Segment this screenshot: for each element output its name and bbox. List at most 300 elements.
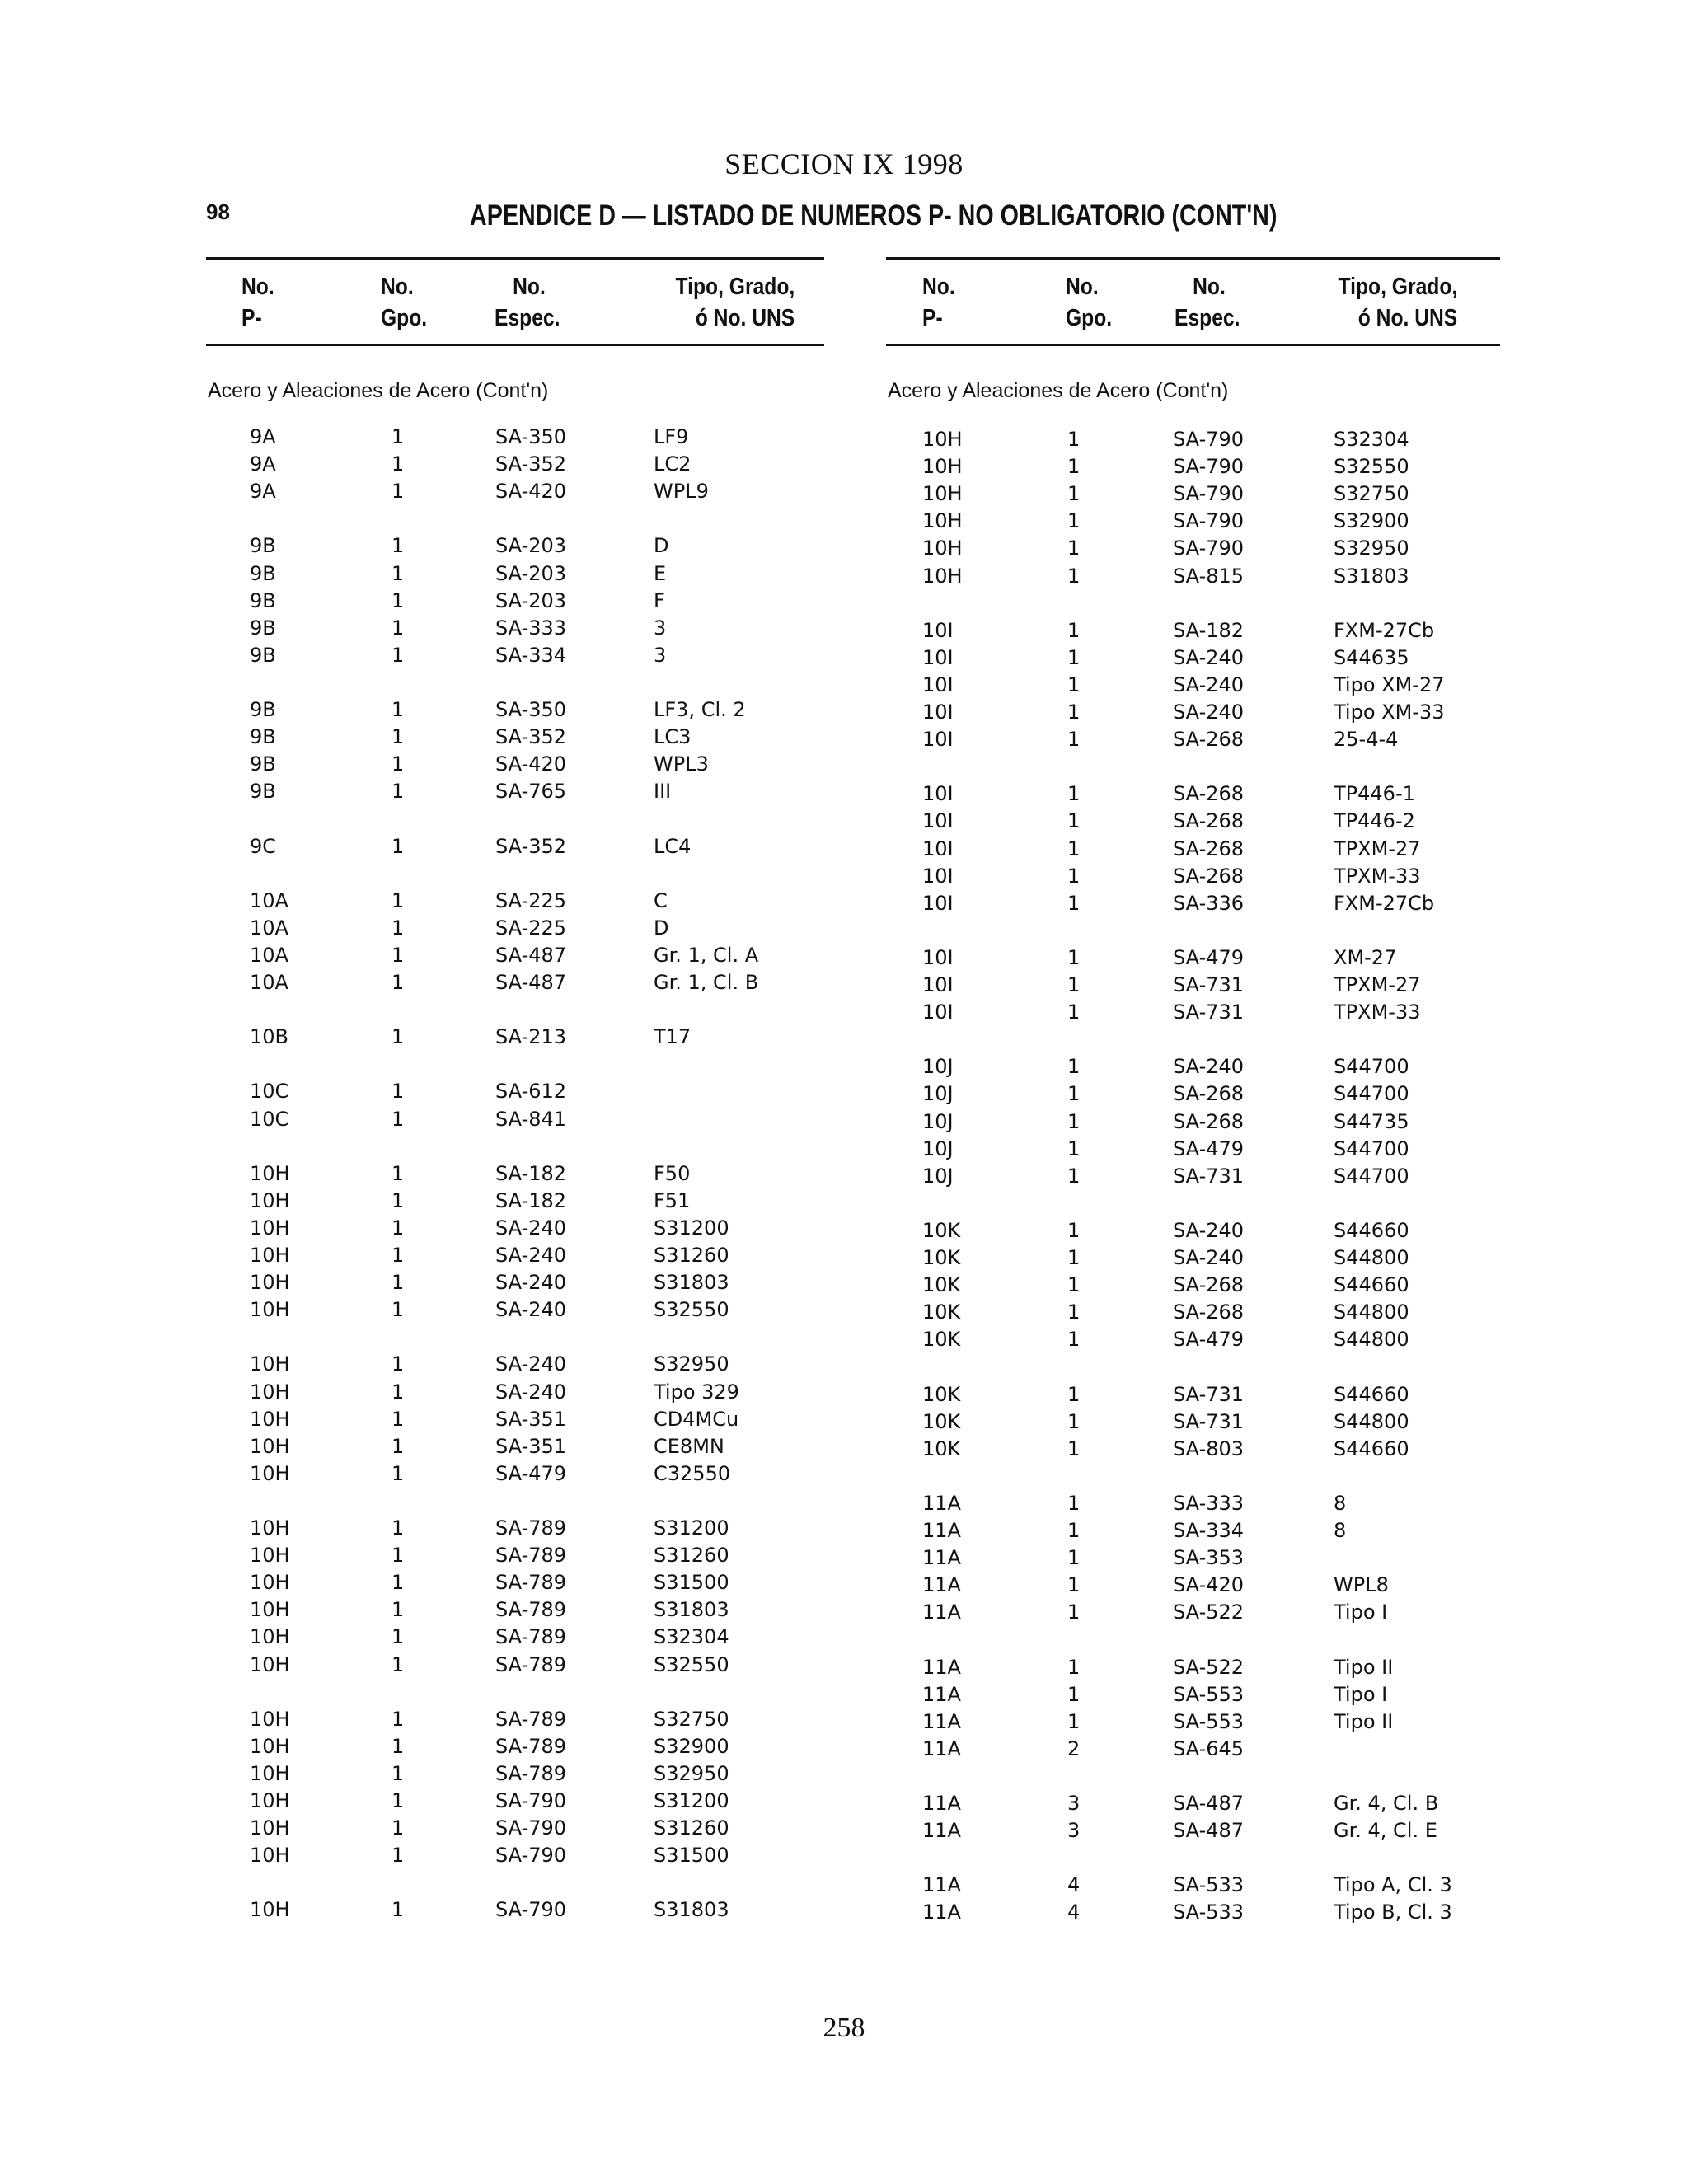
type-grade-cell: E bbox=[654, 561, 667, 585]
group-number-cell: 1 bbox=[1067, 1546, 1081, 1570]
group-number-cell: 1 bbox=[1067, 728, 1081, 752]
table-row bbox=[886, 1299, 1500, 1326]
group-number-cell: 1 bbox=[392, 834, 405, 858]
p-number-cell: 10H bbox=[922, 455, 963, 479]
header-group-number: No. Gpo. bbox=[1066, 274, 1113, 331]
group-number-cell: 1 bbox=[1067, 1218, 1081, 1242]
spec-number-cell: SA-353 bbox=[1173, 1546, 1245, 1570]
type-grade-cell: S32550 bbox=[654, 1298, 729, 1322]
table-row bbox=[206, 642, 824, 669]
group-number-cell: 1 bbox=[392, 1298, 405, 1322]
group-number-cell: 1 bbox=[392, 971, 405, 994]
table-row bbox=[886, 508, 1500, 535]
p-number-cell: 10K bbox=[922, 1382, 961, 1406]
group-number-cell: 1 bbox=[1067, 1709, 1081, 1733]
table-row bbox=[886, 890, 1500, 917]
table-row bbox=[886, 563, 1500, 590]
p-number-cell: 10H bbox=[250, 1761, 290, 1785]
group-number-cell: 1 bbox=[392, 1352, 405, 1376]
group-number-cell: 1 bbox=[392, 1080, 405, 1104]
type-grade-cell: S31260 bbox=[654, 1816, 729, 1840]
p-number-cell: 10K bbox=[922, 1409, 961, 1433]
spec-number-cell: SA-334 bbox=[1173, 1519, 1245, 1542]
type-grade-cell: Tipo II bbox=[1334, 1655, 1394, 1679]
p-number-cell: 9A bbox=[250, 425, 276, 448]
spec-number-cell: SA-350 bbox=[495, 698, 567, 721]
type-grade-cell: S32750 bbox=[1334, 482, 1409, 506]
group-number-cell: 1 bbox=[392, 752, 405, 776]
spec-number-cell: SA-268 bbox=[1173, 864, 1245, 888]
table-header bbox=[206, 257, 824, 346]
type-grade-cell: S44700 bbox=[1334, 1164, 1409, 1188]
group-number-cell: 1 bbox=[1067, 509, 1081, 533]
p-number-cell: 10H bbox=[250, 1188, 290, 1212]
group-number-cell: 1 bbox=[392, 1789, 405, 1812]
type-grade-cell: S31260 bbox=[654, 1244, 729, 1267]
group-number-cell: 1 bbox=[1067, 1137, 1081, 1160]
group-number-cell: 1 bbox=[392, 698, 405, 721]
group-number-cell: 1 bbox=[392, 916, 405, 940]
spec-number-cell: SA-645 bbox=[1173, 1736, 1245, 1760]
table-row bbox=[886, 1136, 1500, 1163]
group-number-cell: 1 bbox=[1067, 1001, 1081, 1024]
type-grade-cell: S31500 bbox=[654, 1844, 729, 1868]
type-grade-cell: S44660 bbox=[1334, 1382, 1409, 1406]
group-number-cell: 1 bbox=[392, 1216, 405, 1240]
header-group-number: No. Gpo. bbox=[381, 274, 428, 331]
spec-number-cell: SA-203 bbox=[495, 534, 567, 558]
p-number-cell: 10H bbox=[250, 1707, 290, 1731]
p-number-cell: 11A bbox=[922, 1601, 961, 1624]
table-row bbox=[206, 1624, 824, 1651]
group-number-cell: 1 bbox=[1067, 455, 1081, 479]
spec-number-cell: SA-352 bbox=[495, 725, 567, 749]
spec-number-cell: SA-479 bbox=[495, 1461, 567, 1485]
group-number-cell: 1 bbox=[392, 1380, 405, 1404]
spec-number-cell: SA-765 bbox=[495, 780, 567, 804]
p-number-cell: 10H bbox=[250, 1544, 290, 1568]
type-grade-cell: LC4 bbox=[654, 834, 692, 858]
spec-number-cell: SA-268 bbox=[1173, 782, 1245, 806]
table-row bbox=[206, 1515, 824, 1542]
spec-number-cell: SA-731 bbox=[1173, 973, 1245, 996]
group-number-cell: 3 bbox=[1067, 1792, 1081, 1815]
spec-number-cell: SA-182 bbox=[1173, 618, 1245, 642]
group-number-cell: 1 bbox=[392, 1516, 405, 1540]
spec-number-cell: SA-240 bbox=[495, 1380, 567, 1404]
spec-number-cell: SA-240 bbox=[495, 1352, 567, 1376]
spec-number-cell: SA-789 bbox=[495, 1516, 567, 1540]
p-number-cell: 10K bbox=[922, 1301, 961, 1324]
spec-number-cell: SA-240 bbox=[1173, 701, 1245, 724]
p-number-cell: 10I bbox=[922, 837, 954, 860]
type-grade-cell: TPXM-27 bbox=[1334, 837, 1421, 860]
table-row bbox=[886, 999, 1500, 1026]
group-number-cell: 1 bbox=[1067, 1436, 1081, 1460]
spec-number-cell: SA-522 bbox=[1173, 1655, 1245, 1679]
spec-number-cell: SA-240 bbox=[1173, 645, 1245, 669]
p-number-cell: 10A bbox=[250, 916, 288, 940]
type-grade-cell: S44700 bbox=[1334, 1137, 1409, 1160]
type-grade-cell: D bbox=[654, 534, 669, 558]
type-grade-cell: S32750 bbox=[654, 1707, 729, 1731]
group-number-cell: 1 bbox=[392, 1707, 405, 1731]
table-row bbox=[206, 1760, 824, 1788]
type-grade-cell: S32950 bbox=[1334, 537, 1409, 560]
group-number-cell: 1 bbox=[392, 943, 405, 967]
spec-number-cell: SA-789 bbox=[495, 1625, 567, 1649]
spec-number-cell: SA-352 bbox=[495, 834, 567, 858]
type-grade-cell: WPL9 bbox=[654, 480, 709, 504]
group-number-cell: 1 bbox=[1067, 1382, 1081, 1406]
type-grade-cell: Tipo 329 bbox=[654, 1380, 739, 1404]
p-number-cell: 10H bbox=[250, 1244, 290, 1267]
table-row bbox=[206, 1296, 824, 1324]
p-number-cell: 10H bbox=[922, 482, 963, 506]
type-grade-cell: LC3 bbox=[654, 725, 692, 749]
p-number-cell: 10H bbox=[250, 1434, 290, 1458]
type-grade-cell: S32550 bbox=[1334, 455, 1409, 479]
spec-number-cell: SA-336 bbox=[1173, 891, 1245, 915]
p-number-cell: 10H bbox=[922, 537, 963, 560]
p-number-cell: 10H bbox=[250, 1789, 290, 1812]
table-row bbox=[206, 424, 824, 451]
p-number-cell: 10C bbox=[250, 1107, 289, 1131]
spec-number-cell: SA-351 bbox=[495, 1434, 567, 1458]
header-p-number: No. P- bbox=[241, 274, 274, 331]
type-grade-cell: S31200 bbox=[654, 1789, 729, 1812]
group-number-cell: 1 bbox=[1067, 428, 1081, 451]
type-grade-cell: S32304 bbox=[1334, 428, 1409, 451]
spec-number-cell: SA-533 bbox=[1173, 1873, 1245, 1897]
table-row bbox=[886, 1217, 1500, 1244]
type-grade-cell: S31803 bbox=[654, 1898, 729, 1922]
table-row bbox=[206, 696, 824, 724]
spec-number-cell: SA-790 bbox=[1173, 482, 1245, 506]
group-number-cell: 1 bbox=[1067, 1328, 1081, 1352]
table-row bbox=[886, 1599, 1500, 1626]
table-row bbox=[886, 1899, 1500, 1926]
p-number-cell: 10H bbox=[250, 1625, 290, 1649]
spec-number-cell: SA-420 bbox=[495, 480, 567, 504]
table-row bbox=[206, 478, 824, 505]
p-number-cell: 10H bbox=[250, 1598, 290, 1622]
table-row bbox=[886, 1244, 1500, 1272]
spec-number-cell: SA-268 bbox=[1173, 1082, 1245, 1106]
spec-number-cell: SA-789 bbox=[495, 1652, 567, 1676]
group-number-cell: 1 bbox=[1067, 1301, 1081, 1324]
spec-number-cell: SA-268 bbox=[1173, 1301, 1245, 1324]
type-grade-cell: S44660 bbox=[1334, 1273, 1409, 1297]
header-spec-number: No. Espec. bbox=[495, 274, 560, 331]
group-number-cell: 1 bbox=[392, 561, 405, 585]
p-number-cell: 10H bbox=[250, 1898, 290, 1922]
table-row bbox=[206, 1896, 824, 1924]
table-row bbox=[206, 1406, 824, 1433]
group-number-cell: 1 bbox=[392, 1271, 405, 1295]
section-label: Acero y Aleaciones de Acero (Cont'n) bbox=[208, 379, 549, 402]
group-number-cell: 1 bbox=[392, 616, 405, 640]
type-grade-cell: F50 bbox=[654, 1161, 691, 1185]
p-number-cell: 9B bbox=[250, 698, 276, 721]
spec-number-cell: SA-240 bbox=[495, 1271, 567, 1295]
type-grade-cell: C32550 bbox=[654, 1461, 731, 1485]
group-number-cell: 1 bbox=[1067, 809, 1081, 833]
group-number-cell: 1 bbox=[1067, 973, 1081, 996]
spec-number-cell: SA-790 bbox=[1173, 428, 1245, 451]
group-number-cell: 1 bbox=[392, 480, 405, 504]
table-row bbox=[886, 726, 1500, 753]
p-number-cell: 9A bbox=[250, 480, 276, 504]
p-number-cell: 9A bbox=[250, 452, 276, 476]
group-number-cell: 1 bbox=[392, 1161, 405, 1185]
group-number-cell: 1 bbox=[392, 643, 405, 667]
table-row bbox=[886, 1490, 1500, 1517]
p-number-cell: 10H bbox=[250, 1271, 290, 1295]
spec-number-cell: SA-268 bbox=[1173, 837, 1245, 860]
group-number-cell: 1 bbox=[392, 1844, 405, 1868]
group-number-cell: 1 bbox=[1067, 1601, 1081, 1624]
type-grade-cell: TP446-1 bbox=[1334, 782, 1415, 806]
type-grade-cell: TPXM-33 bbox=[1334, 864, 1421, 888]
spec-number-cell: SA-240 bbox=[1173, 1055, 1245, 1079]
p-number-cell: 10I bbox=[922, 782, 954, 806]
table-row bbox=[206, 1078, 824, 1105]
table-row bbox=[886, 1872, 1500, 1899]
spec-number-cell: SA-268 bbox=[1173, 728, 1245, 752]
spec-number-cell: SA-789 bbox=[495, 1598, 567, 1622]
table-row bbox=[886, 1654, 1500, 1681]
group-number-cell: 1 bbox=[392, 1544, 405, 1568]
table-row bbox=[886, 617, 1500, 644]
spec-number-cell: SA-240 bbox=[1173, 673, 1245, 696]
table-row bbox=[206, 1215, 824, 1242]
p-number-cell: 9B bbox=[250, 534, 276, 558]
type-grade-cell: Tipo B, Cl. 3 bbox=[1334, 1900, 1452, 1924]
type-grade-cell: TPXM-27 bbox=[1334, 973, 1421, 996]
spec-number-cell: SA-553 bbox=[1173, 1709, 1245, 1733]
p-number-cell: 10I bbox=[922, 645, 954, 669]
header-p-number: No. P- bbox=[922, 274, 955, 331]
group-number-cell: 1 bbox=[392, 1244, 405, 1267]
table-row bbox=[886, 1408, 1500, 1436]
p-number-cell: 10A bbox=[250, 888, 288, 912]
group-number-cell: 1 bbox=[392, 1461, 405, 1485]
spec-number-cell: SA-268 bbox=[1173, 1273, 1245, 1297]
p-number-cell: 10J bbox=[922, 1055, 954, 1079]
type-grade-cell: 8 bbox=[1334, 1491, 1347, 1515]
group-number-cell: 1 bbox=[1067, 1491, 1081, 1515]
spec-number-cell: SA-240 bbox=[495, 1298, 567, 1322]
table-row bbox=[886, 453, 1500, 480]
table-row bbox=[206, 1351, 824, 1378]
group-number-cell: 1 bbox=[1067, 1573, 1081, 1597]
spec-number-cell: SA-240 bbox=[495, 1244, 567, 1267]
table-row bbox=[886, 1272, 1500, 1299]
spec-number-cell: SA-790 bbox=[1173, 455, 1245, 479]
table-row bbox=[206, 778, 824, 805]
group-number-cell: 3 bbox=[1067, 1819, 1081, 1843]
type-grade-cell: FXM-27Cb bbox=[1334, 891, 1435, 915]
type-grade-cell: 25-4-4 bbox=[1334, 728, 1399, 752]
group-number-cell: 1 bbox=[1067, 945, 1081, 969]
p-number-cell: 10I bbox=[922, 891, 954, 915]
spec-number-cell: SA-790 bbox=[1173, 537, 1245, 560]
spec-number-cell: SA-213 bbox=[495, 1025, 567, 1049]
spec-number-cell: SA-203 bbox=[495, 588, 567, 612]
type-grade-cell: XM-27 bbox=[1334, 945, 1397, 969]
table-row bbox=[886, 808, 1500, 835]
group-number-cell: 1 bbox=[392, 1571, 405, 1595]
type-grade-cell: S31200 bbox=[654, 1516, 729, 1540]
table-row bbox=[886, 535, 1500, 562]
type-grade-cell: Tipo XM-33 bbox=[1334, 701, 1445, 724]
p-number-cell: 10J bbox=[922, 1164, 954, 1188]
group-number-cell: 1 bbox=[392, 1816, 405, 1840]
table-row bbox=[206, 1433, 824, 1460]
p-number-cell: 10H bbox=[922, 428, 963, 451]
table-row bbox=[206, 588, 824, 615]
table-row bbox=[886, 1708, 1500, 1736]
group-number-cell: 4 bbox=[1067, 1900, 1081, 1924]
p-number-cell: 10I bbox=[922, 1001, 954, 1024]
table-row bbox=[206, 451, 824, 478]
p-number-cell: 9B bbox=[250, 643, 276, 667]
spec-number-cell: SA-487 bbox=[495, 943, 567, 967]
p-number-cell: 9B bbox=[250, 752, 276, 776]
type-grade-cell: S31260 bbox=[654, 1544, 729, 1568]
spec-number-cell: SA-420 bbox=[495, 752, 567, 776]
spec-number-cell: SA-522 bbox=[1173, 1601, 1245, 1624]
group-number-cell: 1 bbox=[1067, 1682, 1081, 1706]
table-row bbox=[206, 724, 824, 751]
spec-number-cell: SA-789 bbox=[495, 1761, 567, 1785]
type-grade-cell: WPL8 bbox=[1334, 1573, 1389, 1597]
spec-number-cell: SA-553 bbox=[1173, 1682, 1245, 1706]
table-row bbox=[206, 1842, 824, 1869]
p-number-cell: 11A bbox=[922, 1491, 961, 1515]
type-grade-cell: S44800 bbox=[1334, 1409, 1409, 1433]
type-grade-cell: F bbox=[654, 588, 665, 612]
group-number-cell: 1 bbox=[392, 780, 405, 804]
spec-number-cell: SA-789 bbox=[495, 1571, 567, 1595]
table-row bbox=[206, 1652, 824, 1679]
group-number-cell: 1 bbox=[1067, 1164, 1081, 1188]
group-number-cell: 1 bbox=[392, 1107, 405, 1131]
spec-number-cell: SA-487 bbox=[495, 971, 567, 994]
p-number-cell: 11A bbox=[922, 1682, 961, 1706]
group-number-cell: 1 bbox=[1067, 645, 1081, 669]
type-grade-cell: S32304 bbox=[654, 1625, 729, 1649]
p-number-cell: 10H bbox=[250, 1380, 290, 1404]
type-grade-cell: Gr. 1, Cl. A bbox=[654, 943, 759, 967]
table-row bbox=[206, 1160, 824, 1188]
group-number-cell: 1 bbox=[392, 725, 405, 749]
group-number-cell: 1 bbox=[392, 1761, 405, 1785]
p-number-cell: 10A bbox=[250, 971, 288, 994]
group-number-cell: 1 bbox=[1067, 537, 1081, 560]
section-label: Acero y Aleaciones de Acero (Cont'n) bbox=[888, 379, 1229, 402]
p-number-cell: 9B bbox=[250, 780, 276, 804]
type-grade-cell: TPXM-33 bbox=[1334, 1001, 1421, 1024]
p-number-cell: 11A bbox=[922, 1519, 961, 1542]
type-grade-cell: Gr. 4, Cl. E bbox=[1334, 1819, 1437, 1843]
spec-number-cell: SA-789 bbox=[495, 1544, 567, 1568]
type-grade-cell: S32550 bbox=[654, 1652, 729, 1676]
spec-number-cell: SA-790 bbox=[1173, 509, 1245, 533]
table-row bbox=[886, 863, 1500, 890]
p-number-cell: 9C bbox=[250, 834, 277, 858]
spec-number-cell: SA-790 bbox=[495, 1844, 567, 1868]
type-grade-cell: S44800 bbox=[1334, 1328, 1409, 1352]
spec-number-cell: SA-333 bbox=[1173, 1491, 1245, 1515]
type-grade-cell: Tipo A, Cl. 3 bbox=[1334, 1873, 1452, 1897]
spec-number-cell: SA-731 bbox=[1173, 1409, 1245, 1433]
table-row bbox=[886, 1517, 1500, 1544]
table-row bbox=[206, 915, 824, 942]
p-number-cell: 10H bbox=[250, 1652, 290, 1676]
type-grade-cell: LC2 bbox=[654, 452, 692, 476]
type-grade-cell: S44700 bbox=[1334, 1082, 1409, 1106]
table-row bbox=[886, 1163, 1500, 1190]
spec-number-cell: SA-533 bbox=[1173, 1900, 1245, 1924]
p-number-cell: 10I bbox=[922, 728, 954, 752]
footer-page-number: 258 bbox=[823, 2013, 865, 2043]
spec-number-cell: SA-731 bbox=[1173, 1001, 1245, 1024]
spec-number-cell: SA-803 bbox=[1173, 1436, 1245, 1460]
type-grade-cell: S32900 bbox=[1334, 509, 1409, 533]
spec-number-cell: SA-612 bbox=[495, 1080, 567, 1104]
p-number-cell: 10K bbox=[922, 1218, 961, 1242]
p-number-cell: 9B bbox=[250, 725, 276, 749]
type-grade-cell: Tipo I bbox=[1334, 1601, 1388, 1624]
p-number-cell: 10H bbox=[250, 1734, 290, 1758]
type-grade-cell: CD4MCu bbox=[654, 1407, 739, 1431]
p-number-cell: 10H bbox=[250, 1298, 290, 1322]
header-type-grade: Tipo, Grado, ó No. UNS bbox=[1338, 274, 1457, 331]
type-grade-cell: FXM-27Cb bbox=[1334, 618, 1435, 642]
table-row bbox=[206, 560, 824, 588]
table-header bbox=[886, 257, 1500, 346]
table-row bbox=[206, 615, 824, 642]
p-number-cell: 10J bbox=[922, 1082, 954, 1106]
group-number-cell: 1 bbox=[392, 1434, 405, 1458]
spec-number-cell: SA-268 bbox=[1173, 809, 1245, 833]
header-type-grade: Tipo, Grado, ó No. UNS bbox=[675, 274, 795, 331]
group-number-cell: 1 bbox=[392, 1625, 405, 1649]
type-grade-cell: Tipo XM-27 bbox=[1334, 673, 1445, 696]
group-number-cell: 1 bbox=[1067, 1055, 1081, 1079]
group-number-cell: 2 bbox=[1067, 1736, 1081, 1760]
type-grade-cell: LF3, Cl. 2 bbox=[654, 698, 746, 721]
type-grade-cell: S44635 bbox=[1334, 645, 1409, 669]
group-number-cell: 1 bbox=[392, 588, 405, 612]
p-number-cell: 10H bbox=[250, 1407, 290, 1431]
p-number-cell: 11A bbox=[922, 1900, 961, 1924]
table-row bbox=[206, 1379, 824, 1406]
spec-number-cell: SA-225 bbox=[495, 888, 567, 912]
table-row bbox=[886, 944, 1500, 972]
p-number-cell: 10C bbox=[250, 1080, 289, 1104]
group-number-cell: 1 bbox=[392, 1898, 405, 1922]
p-number-cell: 9B bbox=[250, 588, 276, 612]
table-row bbox=[206, 1569, 824, 1596]
group-number-cell: 1 bbox=[1067, 864, 1081, 888]
spec-number-cell: SA-240 bbox=[1173, 1218, 1245, 1242]
p-number-cell: 10I bbox=[922, 673, 954, 696]
type-grade-cell: 3 bbox=[654, 643, 667, 667]
p-number-cell: 11A bbox=[922, 1655, 961, 1679]
